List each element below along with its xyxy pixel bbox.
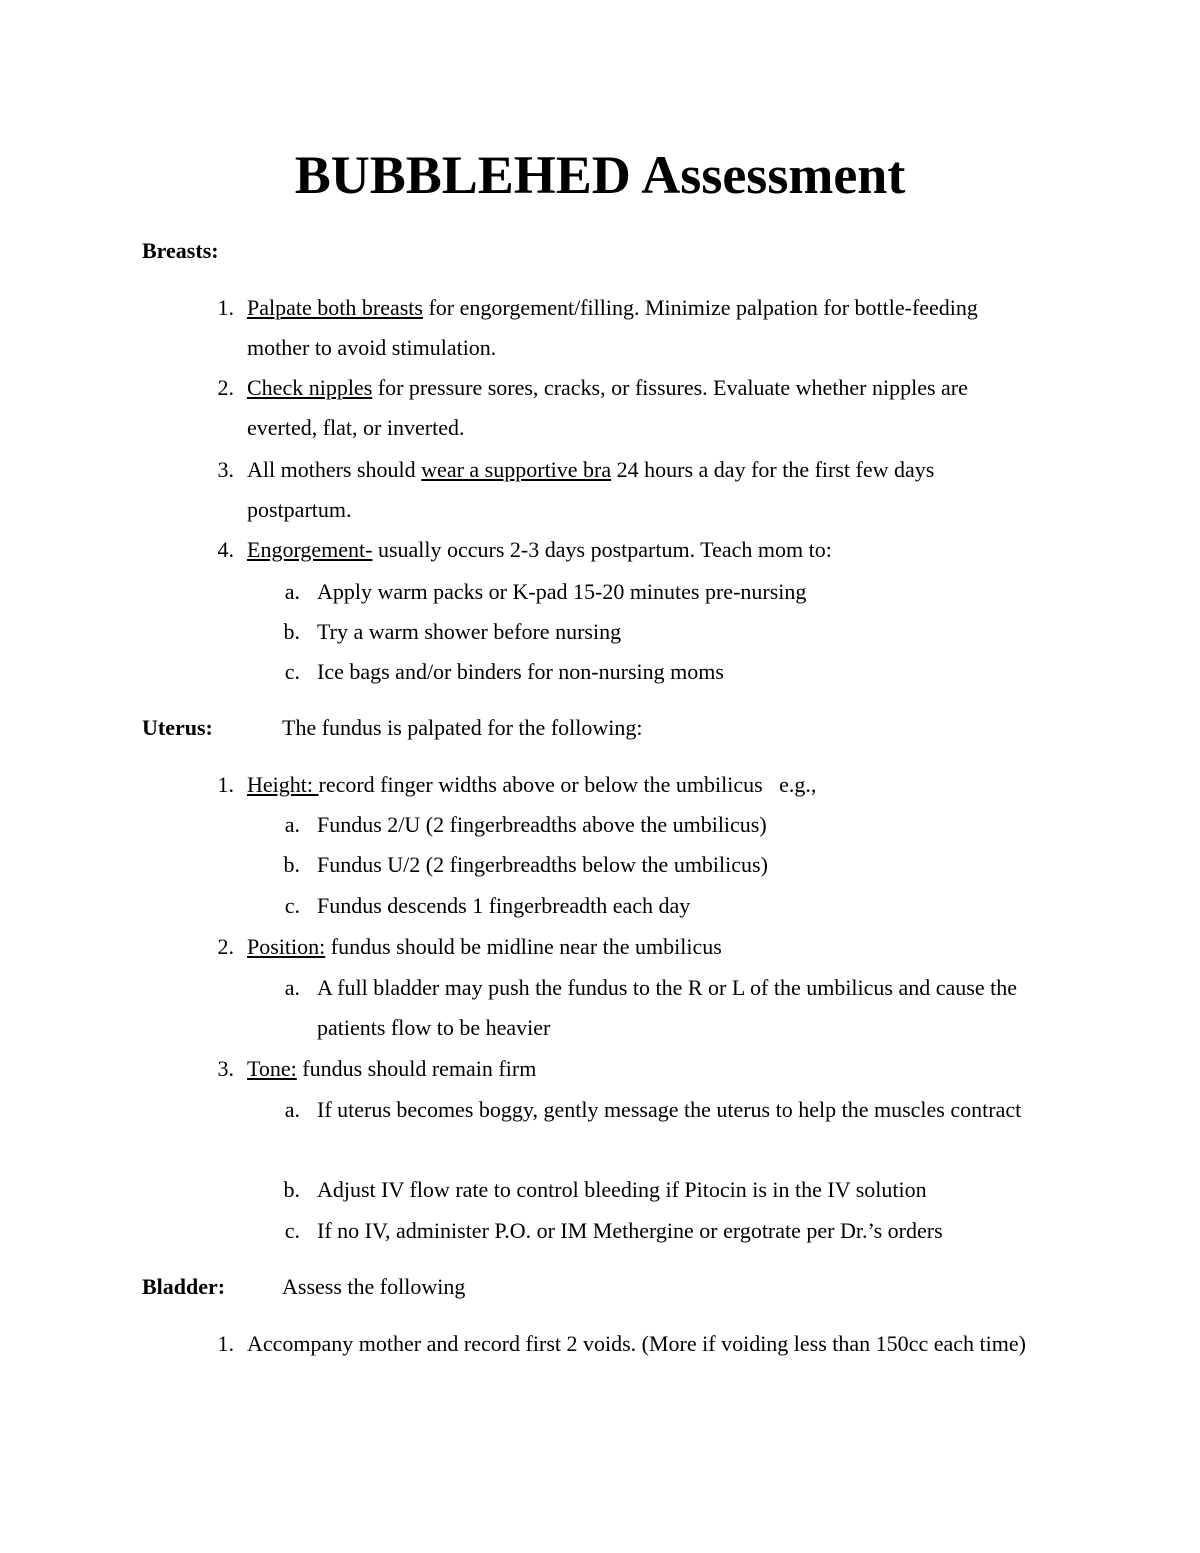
list-marker: 1. xyxy=(217,295,234,320)
list-item-text: Accompany mother and record first 2 voids. (More if voiding less than 150cc each time) xyxy=(247,1331,1026,1356)
list-item xyxy=(210,1324,1040,1364)
underlined-term: Engorgement- xyxy=(247,537,373,562)
list-marker: a. xyxy=(284,975,300,1000)
list-item-text: Check nipples for pressure sores, cracks, or fissures. Evaluate whether nipples are everted, flat, or inverted. xyxy=(247,375,968,440)
sub-list-item xyxy=(282,1170,1042,1210)
section-intro: The fundus is palpated for the following: xyxy=(282,715,643,740)
list-item-text: Fundus descends 1 fingerbreadth each day xyxy=(317,893,691,918)
list-item xyxy=(210,530,1040,570)
list-item-text: Fundus 2/U (2 fingerbreadths above the umbilicus) xyxy=(317,812,767,837)
list-item xyxy=(210,450,1040,530)
sub-list-item xyxy=(282,1211,1042,1251)
underlined-term: Position: xyxy=(247,934,326,959)
sub-list-item xyxy=(282,1090,1042,1130)
list-item-text: A full bladder may push the fundus to the R or L of the umbilicus and cause the patients flow to be heavier xyxy=(317,975,1017,1040)
list-marker: a. xyxy=(284,812,300,837)
list-item xyxy=(210,765,1040,805)
list-marker: 4. xyxy=(217,537,234,562)
sub-list-item xyxy=(282,886,1042,926)
list-item-text: If uterus becomes boggy, gently message the uterus to help the muscles contract xyxy=(317,1097,1022,1122)
list-item xyxy=(210,927,1040,967)
sub-list-item xyxy=(282,968,1042,1048)
section-heading: Bladder: xyxy=(142,1274,226,1299)
underlined-term: Height: xyxy=(247,772,319,797)
list-item-text: Tone: fundus should remain firm xyxy=(247,1056,537,1081)
list-item-text: Apply warm packs or K-pad 15-20 minutes pre-nursing xyxy=(317,579,807,604)
list-marker: c. xyxy=(284,893,300,918)
list-marker: 1. xyxy=(217,772,234,797)
underlined-term: Check nipples xyxy=(247,375,373,400)
list-item xyxy=(210,1049,1040,1089)
list-item-text: If no IV, administer P.O. or IM Methergine or ergotrate per Dr.’s orders xyxy=(317,1218,943,1243)
section-heading: Uterus: xyxy=(142,715,213,740)
sub-list-item xyxy=(282,572,1042,612)
sub-list-item xyxy=(282,612,1042,652)
list-item xyxy=(210,368,1040,448)
list-marker: b. xyxy=(283,1177,300,1202)
section-heading: Breasts: xyxy=(142,238,219,263)
underlined-term: wear a supportive bra xyxy=(421,457,612,482)
list-marker: 2. xyxy=(217,375,234,400)
list-item xyxy=(210,288,1040,368)
sub-list-item xyxy=(282,805,1042,845)
list-marker: 3. xyxy=(217,457,234,482)
underlined-term: Tone: xyxy=(247,1056,297,1081)
section-intro: Assess the following xyxy=(282,1274,466,1299)
document-title: BUBBLEHED Assessment xyxy=(294,145,906,205)
list-marker: 2. xyxy=(217,934,234,959)
list-marker: c. xyxy=(284,1218,300,1243)
list-marker: b. xyxy=(283,852,300,877)
list-marker: 3. xyxy=(217,1056,234,1081)
sub-list-item xyxy=(282,652,1042,692)
list-item-text: Palpate both breasts for engorgement/filling. Minimize palpation for bottle-feeding mother to avoid stimulation. xyxy=(247,295,978,360)
underlined-term: Palpate both breasts xyxy=(247,295,423,320)
list-item-text: Engorgement- usually occurs 2-3 days postpartum. Teach mom to: xyxy=(247,537,832,562)
list-item-text: All mothers should wear a supportive bra 24 hours a day for the first few days postpartum. xyxy=(247,457,935,522)
list-item-text: Position: fundus should be midline near the umbilicus xyxy=(247,934,722,959)
list-item-text: Adjust IV flow rate to control bleeding if Pitocin is in the IV solution xyxy=(317,1177,927,1202)
sub-list-item xyxy=(282,845,1042,885)
list-marker: b. xyxy=(283,619,300,644)
list-item-text: Height: record finger widths above or below the umbilicus e.g., xyxy=(247,772,817,797)
list-item-text: Try a warm shower before nursing xyxy=(317,619,622,644)
list-marker: 1. xyxy=(217,1331,234,1356)
list-item-text: Fundus U/2 (2 fingerbreadths below the umbilicus) xyxy=(317,852,768,877)
list-item-text: Ice bags and/or binders for non-nursing moms xyxy=(317,659,724,684)
list-marker: c. xyxy=(284,659,300,684)
list-marker: a. xyxy=(284,579,300,604)
list-marker: a. xyxy=(284,1097,300,1122)
